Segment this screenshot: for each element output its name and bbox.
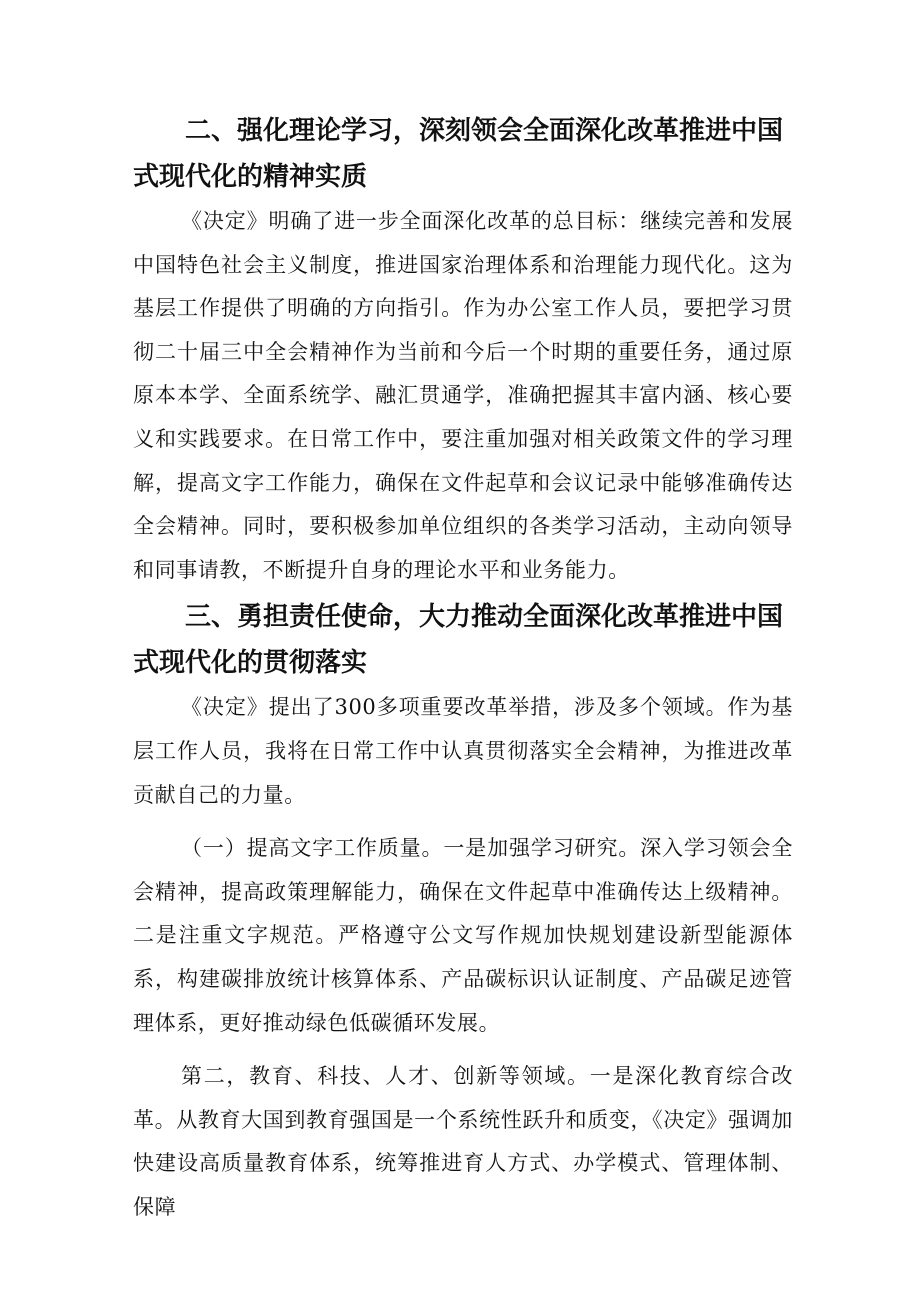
document-body — [133, 108, 793, 1229]
section-3-paragraph-2: （一）提高文字工作质量。一是加强学习研究。深入学习领会全会精神，提高政策理解能力，确保在文件起草中准确传达上级精神。二是注重文字规范。严格遵守公文写作规加快规划建设新型能源体系，构建碳排放统计核算体系、产品碳标识认证制度、产品碳足迹管理体系，更好推动绿色低碳循环发展。 — [133, 836, 793, 1035]
section-3-paragraph-3: 第二，教育、科技、人才、创新等领域。一是深化教育综合改革。从教育大国到教育强国是一个系统性跃升和质变，《决定》强调加快建设高质量教育体系，统筹推进育人方式、办学模式、管理体制、保障 — [133, 1064, 793, 1219]
section-heading-3: 三、勇担责任使命，大力推动全面深化改革推进中国式现代化的贯彻落实 — [133, 602, 784, 679]
section-3-paragraph-1: 《决定》提出了300多项重要改革举措，涉及多个领域。作为基层工作人员，我将在日常工作中认真贯彻落实全会精神，为推进改革贡献自己的力量。 — [133, 695, 793, 807]
section-2-paragraph-1: 《决定》明确了进一步全面深化改革的总目标：继续完善和发展中国特色社会主义制度，推进国家治理体系和治理能力现代化。这为基层工作提供了明确的方向指引。作为办公室工作人员，要把学习贯彻二十届三中全会精神作为当前和今后一个时期的重要任务，通过原原本本学、全面系统学、融汇贯通学，准确把握其丰富内涵、核心要义和实践要求。在日常工作中，要注重加强对相关政策文件的学习理解，提高文字工作能力，确保在文件起草和会议记录中能够准确传达全会精神。同时，要积极参加单位组织的各类学习活动，主动向领导和同事请教，不断提升自身的理论水平和业务能力。 — [133, 209, 793, 582]
section-heading-2: 二、强化理论学习，深刻领会全面深化改革推进中国式现代化的精神实质 — [133, 116, 784, 192]
